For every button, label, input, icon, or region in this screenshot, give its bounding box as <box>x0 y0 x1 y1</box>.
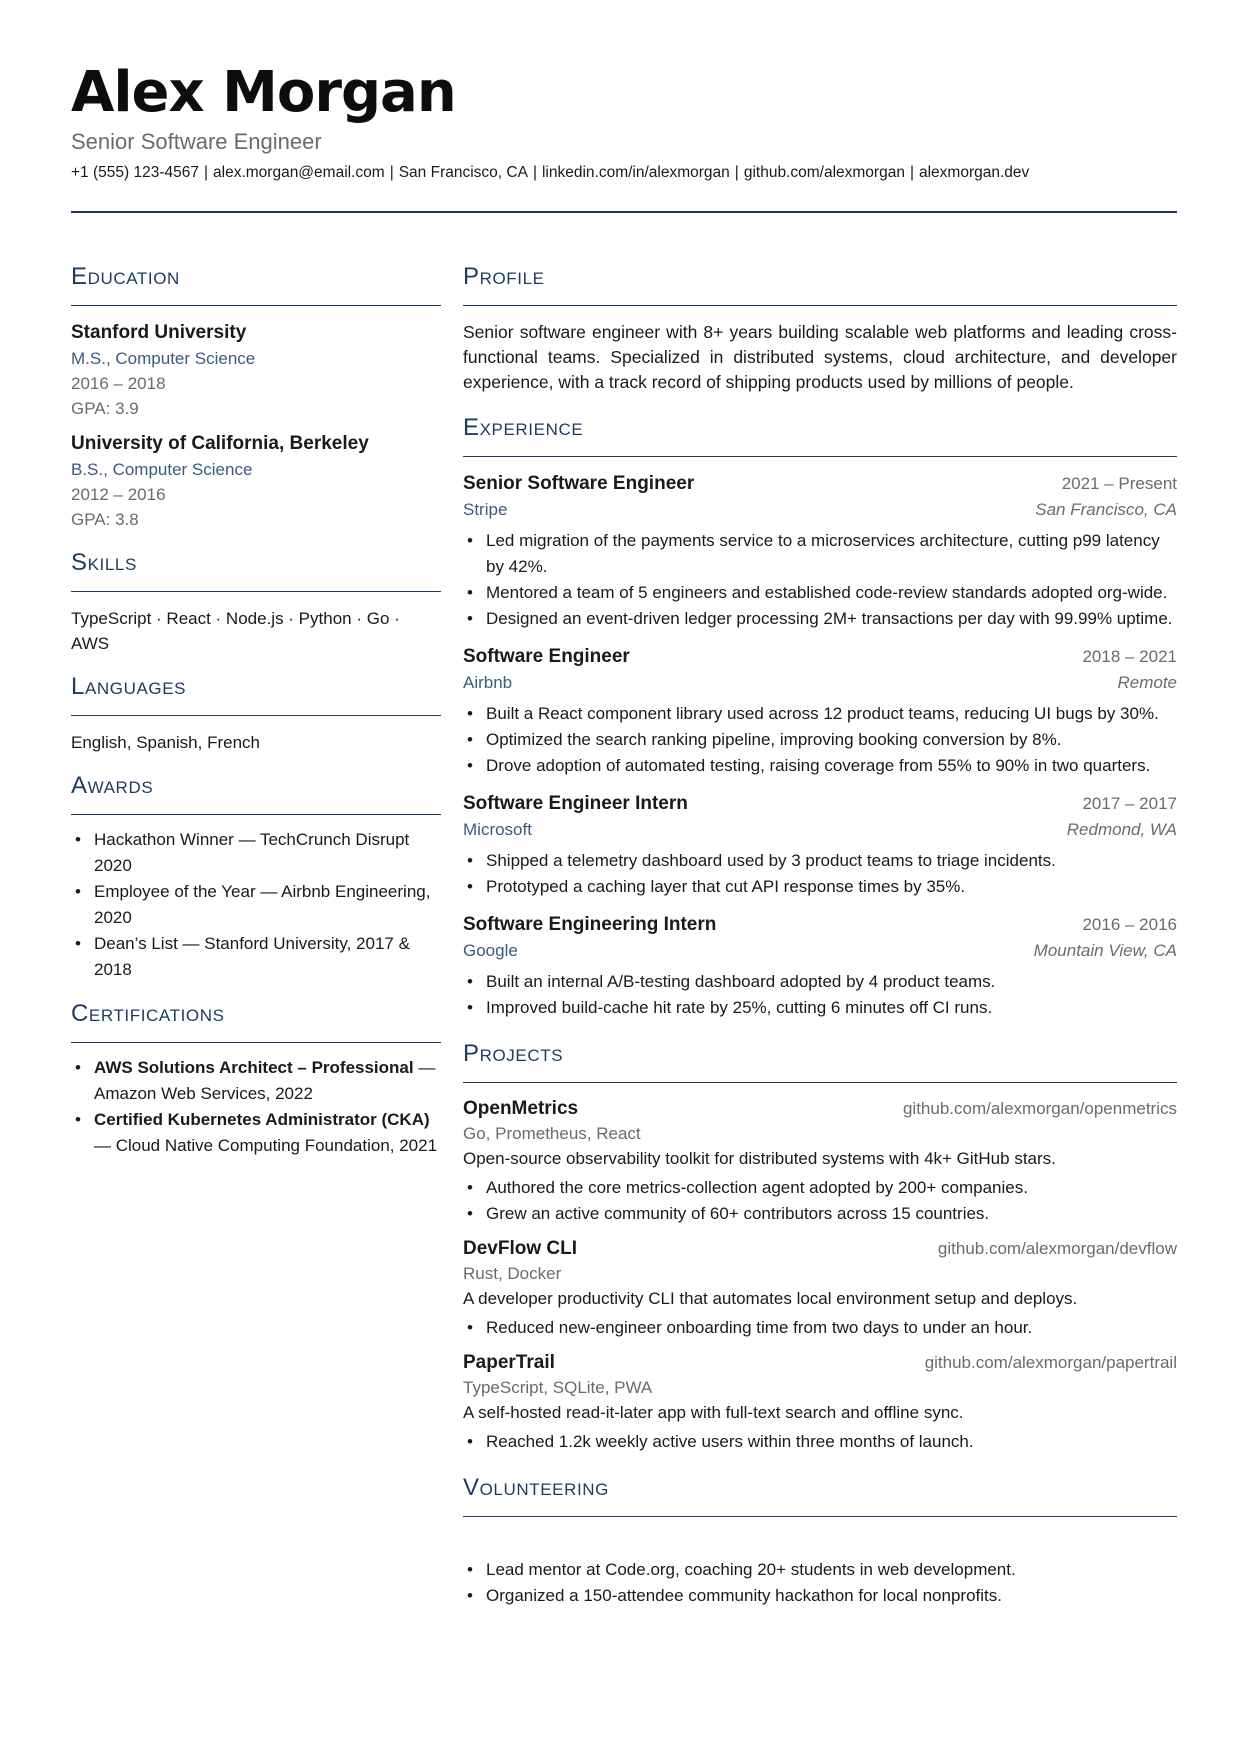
project-bullet: • Reached 1.2k weekly active users within three months of launch. <box>463 1429 1177 1455</box>
job-bullet: • Optimized the search ranking pipeline, improving booking conversion by 8%. <box>463 727 1177 753</box>
degree: B.S., Computer Science <box>71 460 253 479</box>
section-divider <box>71 1042 441 1043</box>
section-divider <box>71 591 441 592</box>
certification-item <box>71 1055 441 1107</box>
contact-phone: +1 (555) 123-4567 <box>71 164 199 181</box>
project-entry <box>463 1236 1177 1341</box>
job-dates: 2017 – 2017 <box>1082 794 1177 813</box>
school-name: Stanford University <box>71 322 247 343</box>
project-description: A self-hosted read-it-later app with full-text search and offline sync. <box>463 1403 964 1422</box>
profile-section <box>463 262 1177 395</box>
candidate-title: Senior Software Engineer <box>71 129 322 154</box>
resume-header <box>71 60 1177 184</box>
section-title: Certifications <box>71 1000 225 1027</box>
education-entry <box>71 431 441 532</box>
section-title: Profile <box>463 263 545 290</box>
degree: M.S., Computer Science <box>71 349 256 368</box>
contact-separator: | <box>532 164 537 181</box>
certification-name: Certified Kubernetes Administrator (CKA) <box>94 1110 430 1129</box>
job-bullets <box>463 848 1177 900</box>
education-dates: 2012 – 2016 <box>71 485 166 504</box>
contact-line <box>71 162 1177 184</box>
skills-section <box>71 548 441 656</box>
job-bullet: • Mentored a team of 5 engineers and established code-review standards adopted org-wide. <box>463 580 1177 606</box>
company-name: Google <box>463 941 518 960</box>
section-divider <box>463 1516 1177 1517</box>
job-bullet: • Drove adoption of automated testing, raising coverage from 55% to 90% in two quarters. <box>463 753 1177 779</box>
section-title: Experience <box>463 414 584 441</box>
project-tech: Rust, Docker <box>463 1264 562 1283</box>
job-bullet: • Shipped a telemetry dashboard used by 3 product teams to triage incidents. <box>463 848 1177 874</box>
project-bullet: • Grew an active community of 60+ contributors across 15 countries. <box>463 1201 1177 1227</box>
project-tech: TypeScript, SQLite, PWA <box>463 1378 653 1397</box>
left-column <box>71 262 441 1159</box>
job-bullet: • Improved build-cache hit rate by 25%, cutting 6 minutes off CI runs. <box>463 995 1177 1021</box>
job-dates: 2016 – 2016 <box>1082 915 1177 934</box>
volunteering-item: • Organized a 150-attendee community hackathon for local nonprofits. <box>463 1583 1177 1609</box>
languages-section <box>71 672 441 755</box>
experience-section <box>463 413 1177 1021</box>
education-entry <box>71 320 441 421</box>
contact-separator: | <box>734 164 739 181</box>
volunteering-list <box>463 1557 1177 1609</box>
job-dates: 2021 – Present <box>1061 474 1177 493</box>
contact-separator: | <box>389 164 394 181</box>
job-location: Remote <box>1117 673 1177 692</box>
job-dates: 2018 – 2021 <box>1082 647 1177 666</box>
contact-location: San Francisco, CA <box>398 164 528 181</box>
section-title: Awards <box>71 772 154 799</box>
certification-item <box>71 1107 441 1159</box>
job-bullets <box>463 528 1177 632</box>
project-bullets <box>463 1175 1177 1227</box>
project-description: A developer productivity CLI that automates local environment setup and deploys. <box>463 1289 1078 1308</box>
job-bullet: • Built a React component library used across 12 product teams, reducing UI bugs by 30%. <box>463 701 1177 727</box>
contact-linkedin[interactable]: linkedin.com/in/alexmorgan <box>541 164 730 181</box>
contact-separator: | <box>909 164 914 181</box>
project-name: PaperTrail <box>463 1352 555 1373</box>
job-title: Senior Software Engineer <box>463 473 695 494</box>
project-entry <box>463 1350 1177 1455</box>
experience-entry <box>463 644 1177 779</box>
section-title: Languages <box>71 673 187 700</box>
experience-entry <box>463 912 1177 1021</box>
project-bullet: • Reduced new-engineer onboarding time from two days to under an hour. <box>463 1315 1177 1341</box>
award-item: • Employee of the Year — Airbnb Engineering, 2020 <box>71 879 441 931</box>
certification-issuer: — Cloud Native Computing Foundation, 2021 <box>94 1136 438 1155</box>
section-divider <box>71 814 441 815</box>
job-bullets <box>463 701 1177 779</box>
job-bullets <box>463 969 1177 1021</box>
project-name: OpenMetrics <box>463 1098 579 1119</box>
job-bullet: • Led migration of the payments service to a microservices architecture, cutting p99 latency by 42%. <box>463 528 1177 580</box>
project-tech: Go, Prometheus, React <box>463 1124 641 1143</box>
project-bullets <box>463 1429 1177 1455</box>
section-divider <box>71 715 441 716</box>
project-link[interactable]: github.com/alexmorgan/devflow <box>937 1239 1177 1258</box>
gpa: GPA: 3.9 <box>71 399 139 418</box>
contact-separator: | <box>203 164 209 181</box>
section-divider <box>463 305 1177 306</box>
section-divider <box>463 456 1177 457</box>
awards-section <box>71 771 441 983</box>
job-bullet: • Designed an event-driven ledger processing 2M+ transactions per day with 99.99% uptime. <box>463 606 1177 632</box>
profile-summary: Senior software engineer with 8+ years building scalable web platforms and leading cross-functional teams. Specialized in distributed systems, cloud architecture, and developer experience, with a track record of shipping products used by millions of people. <box>463 322 1177 392</box>
projects-section <box>463 1039 1177 1455</box>
job-location: Redmond, WA <box>1066 820 1177 839</box>
certification-name: AWS Solutions Architect – Professional <box>94 1058 414 1077</box>
project-link[interactable]: github.com/alexmorgan/openmetrics <box>902 1099 1177 1118</box>
company-name: Microsoft <box>463 820 532 839</box>
award-item: • Dean’s List — Stanford University, 2017 & 2018 <box>71 931 441 983</box>
header-divider <box>71 211 1177 213</box>
education-section <box>71 262 441 532</box>
job-title: Software Engineer <box>463 646 630 667</box>
certification-issuer: — Amazon Web Services, 2022 <box>94 1058 436 1103</box>
job-bullet: • Prototyped a caching layer that cut API response times by 35%. <box>463 874 1177 900</box>
candidate-name: Alex Morgan <box>71 60 456 125</box>
contact-email[interactable]: alex.morgan@email.com <box>213 164 385 181</box>
section-title: Education <box>71 263 180 290</box>
project-description: Open-source observability toolkit for distributed systems with 4k+ GitHub stars. <box>463 1149 1056 1168</box>
school-name: University of California, Berkeley <box>71 433 369 454</box>
certifications-section <box>71 999 441 1159</box>
job-bullet: • Built an internal A/B-testing dashboard adopted by 4 product teams. <box>463 969 1177 995</box>
volunteering-item: • Lead mentor at Code.org, coaching 20+ students in web development. <box>463 1557 1177 1583</box>
project-entry <box>463 1096 1177 1227</box>
job-title: Software Engineer Intern <box>463 793 688 814</box>
section-title: Projects <box>463 1040 564 1067</box>
company-name: Stripe <box>463 500 508 519</box>
project-link[interactable]: github.com/alexmorgan/papertrail <box>924 1353 1177 1372</box>
contact-github[interactable]: github.com/alexmorgan <box>743 164 905 181</box>
section-title: Skills <box>71 549 137 576</box>
right-column <box>463 262 1177 1609</box>
contact-website[interactable]: alexmorgan.dev <box>918 164 1030 181</box>
volunteering-section <box>463 1473 1177 1609</box>
award-item: • Hackathon Winner — TechCrunch Disrupt 2020 <box>71 827 441 879</box>
certifications-list <box>71 1055 441 1159</box>
awards-list <box>71 827 441 983</box>
project-name: DevFlow CLI <box>463 1238 578 1259</box>
project-bullets <box>463 1315 1177 1341</box>
gpa: GPA: 3.8 <box>71 510 139 529</box>
job-location: San Francisco, CA <box>1035 500 1177 519</box>
languages-list: English, Spanish, French <box>71 733 260 752</box>
project-bullet: • Authored the core metrics-collection agent adopted by 200+ companies. <box>463 1175 1177 1201</box>
skills-list: TypeScript · React · Node.js · Python · Go · AWS <box>71 609 400 653</box>
job-title: Software Engineering Intern <box>463 914 717 935</box>
job-location: Mountain View, CA <box>1033 941 1177 960</box>
company-name: Airbnb <box>463 673 513 692</box>
education-dates: 2016 – 2018 <box>71 374 166 393</box>
section-divider <box>71 305 441 306</box>
experience-entry <box>463 791 1177 900</box>
section-divider <box>463 1082 1177 1083</box>
experience-entry <box>463 471 1177 632</box>
section-title: Volunteering <box>463 1474 610 1501</box>
